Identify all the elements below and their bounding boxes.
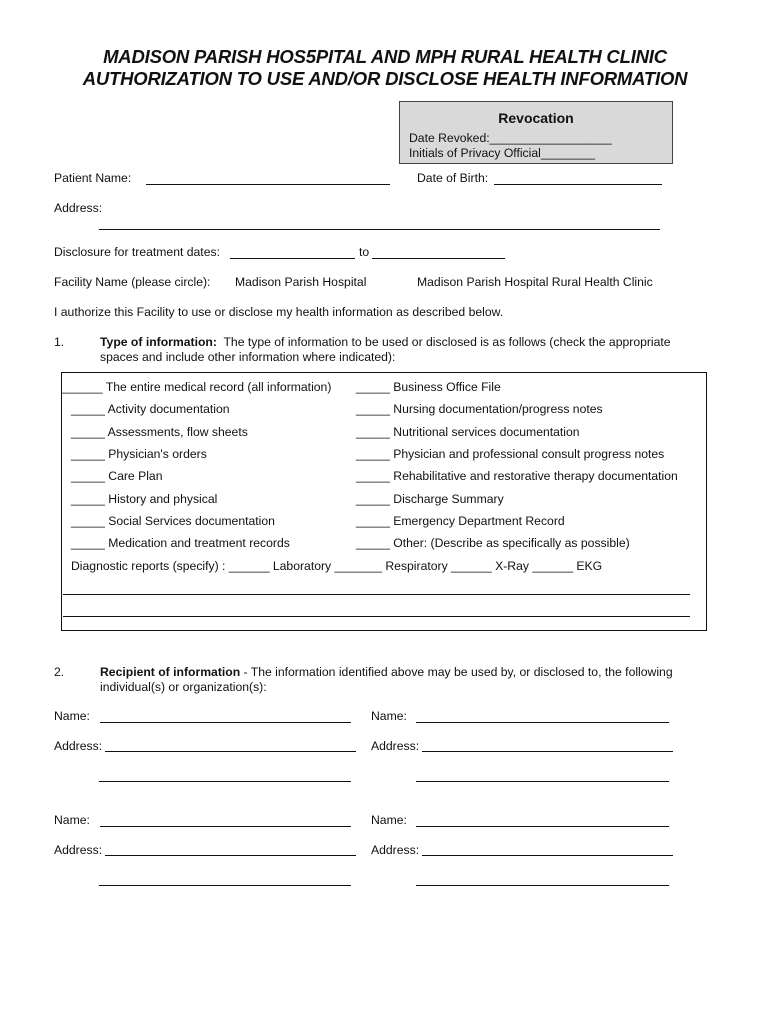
disclosure-start-date-field[interactable] <box>230 258 355 259</box>
recipient2-address-line2[interactable] <box>416 781 669 782</box>
recipient1-address-field[interactable] <box>105 751 356 752</box>
recipient4-address-line2[interactable] <box>416 885 669 886</box>
recipient4-name-field[interactable] <box>416 826 669 827</box>
info-other-line-2[interactable] <box>63 616 690 617</box>
form-title-line1: MADISON PARISH HOS5PITAL AND MPH RURAL HEALTH CLINIC <box>103 46 667 67</box>
info-type-right-item-8[interactable]: _____ Other: (Describe as specifically as possible) <box>356 536 630 551</box>
info-type-left-item-8[interactable]: _____ Medication and treatment records <box>71 536 290 551</box>
info-type-right-item-7[interactable]: _____ Emergency Department Record <box>356 513 565 528</box>
recipient3-address-label: Address: <box>54 843 103 857</box>
section2-intro <box>100 665 673 680</box>
recipient3-name-field[interactable] <box>100 826 351 827</box>
recipient3-address-line2[interactable] <box>99 885 351 886</box>
disclosure-end-date-field[interactable] <box>372 258 505 259</box>
recipient2-address-label: Address: <box>371 739 420 753</box>
section2-text-line1: - The information identified above may be used by, or disclosed to, the following <box>240 665 673 679</box>
info-type-right-item-3[interactable]: _____ Nutritional services documentation <box>356 424 580 439</box>
diagnostic-reports-line[interactable]: Diagnostic reports (specify) : ______ Laboratory _______ Respiratory ______ X-Ray ______ EKG <box>71 559 603 573</box>
initials-privacy-official-field[interactable]: Initials of Privacy Official________ <box>409 146 596 160</box>
date-of-birth-field[interactable] <box>494 184 662 185</box>
recipient4-address-field[interactable] <box>422 855 673 856</box>
authorization-statement: I authorize this Facility to use or disclose my health information as described below. <box>54 305 504 319</box>
disclosure-dates-label: Disclosure for treatment dates: <box>54 245 220 259</box>
info-type-left-item-1[interactable]: ______ The entire medical record (all information) <box>62 380 332 394</box>
section2-text-line2: individual(s) or organization(s): <box>100 680 267 694</box>
section1-intro <box>100 335 671 350</box>
recipient3-address-field[interactable] <box>105 855 356 856</box>
info-other-line-1[interactable] <box>63 594 690 595</box>
section1-number: 1. <box>54 335 65 349</box>
patient-address-field[interactable] <box>99 229 660 230</box>
recipient2-address-field[interactable] <box>422 751 673 752</box>
date-of-birth-label: Date of Birth: <box>417 171 489 185</box>
recipient1-address-line2[interactable] <box>99 781 351 782</box>
recipient1-name-label: Name: <box>54 709 90 723</box>
info-type-right-item-1[interactable]: _____ Business Office File <box>356 380 501 394</box>
info-type-left-item-5[interactable]: _____ Care Plan <box>71 469 163 484</box>
facility-name-label: Facility Name (please circle): <box>54 275 211 289</box>
form-title-line2: AUTHORIZATION TO USE AND/OR DISCLOSE HEALTH INFORMATION <box>82 68 688 89</box>
recipient2-name-label: Name: <box>371 709 407 723</box>
section1-text-line2: spaces and include other information where indicated): <box>100 350 396 364</box>
patient-name-label: Patient Name: <box>54 171 132 185</box>
recipient1-name-field[interactable] <box>100 722 351 723</box>
recipient2-name-field[interactable] <box>416 722 669 723</box>
recipient1-address-label: Address: <box>54 739 103 753</box>
recipient3-name-label: Name: <box>54 813 90 827</box>
section1-text-line1: The type of information to be used or disclosed is as follows (check the appropriate <box>223 335 671 349</box>
patient-name-field[interactable] <box>146 184 390 185</box>
section2-heading: Recipient of information <box>100 665 241 679</box>
info-type-left-item-3[interactable]: _____ Assessments, flow sheets <box>71 424 248 439</box>
info-type-right-item-5[interactable]: _____ Rehabilitative and restorative therapy documentation <box>356 469 678 484</box>
info-type-right-item-2[interactable]: _____ Nursing documentation/progress notes <box>356 402 603 417</box>
section1-heading: Type of information: <box>100 335 217 349</box>
info-type-left-item-4[interactable]: _____ Physician's orders <box>71 446 207 461</box>
facility-option-hospital[interactable]: Madison Parish Hospital <box>235 275 367 289</box>
info-type-right-item-4[interactable]: _____ Physician and professional consult progress notes <box>356 446 665 461</box>
section2-number: 2. <box>54 665 65 679</box>
date-revoked-field[interactable]: Date Revoked:__________________ <box>409 131 612 145</box>
recipient4-address-label: Address: <box>371 843 420 857</box>
disclosure-to-label: to <box>359 245 370 259</box>
revocation-title: Revocation <box>498 110 574 126</box>
info-type-left-item-6[interactable]: _____ History and physical <box>71 491 218 506</box>
facility-option-rural-clinic[interactable]: Madison Parish Hospital Rural Health Clinic <box>417 275 653 289</box>
patient-address-label: Address: <box>54 201 103 215</box>
recipient4-name-label: Name: <box>371 813 407 827</box>
info-type-left-item-7[interactable]: _____ Social Services documentation <box>71 513 275 528</box>
info-type-left-item-2[interactable]: _____ Activity documentation <box>71 402 230 417</box>
revocation-box <box>399 101 673 164</box>
info-type-right-item-6[interactable]: _____ Discharge Summary <box>356 491 504 506</box>
